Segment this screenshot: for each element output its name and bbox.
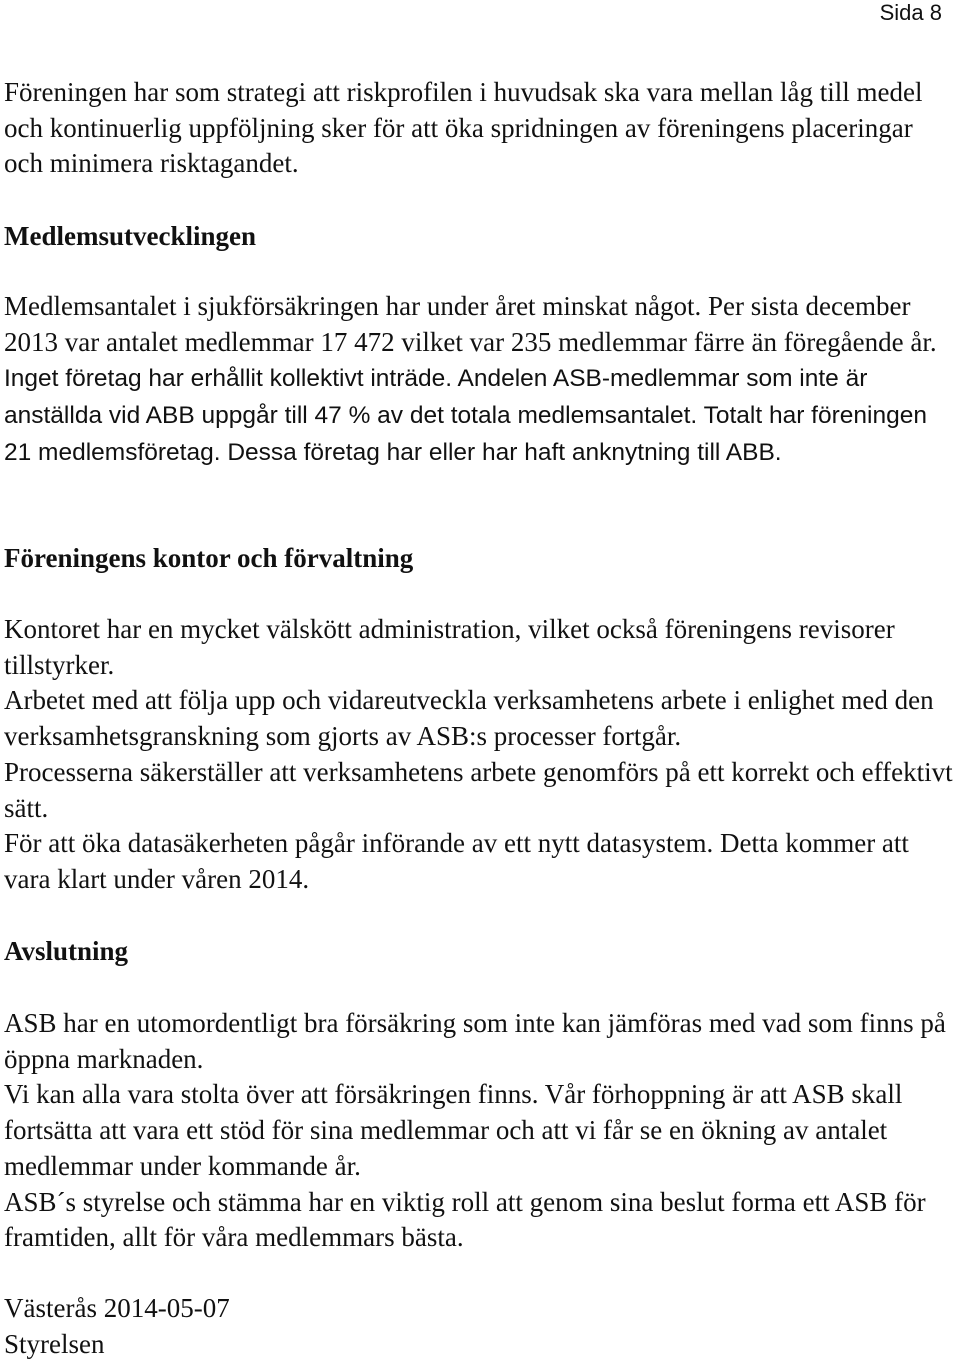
members-heading: Medlemsutvecklingen [4, 221, 256, 251]
signature-block [4, 1291, 956, 1362]
office-paragraph: Kontoret har en mycket välskött administration, vilket också föreningens revisorer tillstyrker. [4, 614, 895, 680]
office-heading: Föreningens kontor och förvaltning [4, 543, 414, 573]
closing-paragraphs [4, 1006, 956, 1256]
intro-text: Föreningen har som strategi att riskprofilen i huvudsak ska vara mellan låg till medel och kontinuerlig uppföljning sker för att öka spridningen av föreningens placeringar och minimera risktagandet. [4, 77, 923, 179]
signature-signer: Styrelsen [4, 1328, 105, 1359]
office-paragraph: Arbetet med att följa upp och vidareutveckla verksamhetens arbete i enlighet med den verksamhetsgranskning som gjorts av ASB:s processer fortgår. [4, 685, 934, 752]
office-paragraph: För att öka datasäkerheten pågår införande av ett nytt datasystem. Detta kommer att vara klart under våren 2014. [4, 828, 909, 894]
office-paragraph: Processerna säkerställer att verksamhetens arbete genomförs på ett korrekt och effektivt sätt. [4, 756, 953, 823]
members-paragraph [4, 289, 956, 471]
members-text-serif: Medlemsantalet i sjukförsäkringen har under året minskat något. Per sista december 2013 var antalet medlemmar 17 472 vilket var 235 medlemmar färre än föregående år. [4, 291, 937, 357]
closing-paragraph: Vi kan alla vara stolta över att försäkringen finns. Vår förhoppning är att ASB skall fortsätta att vara ett stöd för sina medlemmar och att vi får se en ökning av antalet medlemmar under kommande år. [4, 1079, 903, 1181]
closing-paragraph: ASB´s styrelse och stämma har en viktig roll att genom sina beslut forma ett ASB för framtiden, allt för våra medlemmars bästa. [4, 1186, 926, 1253]
members-text-sans: Inget företag har erhållit kollektivt inträde. Andelen ASB-medlemmar som inte är anställda vid ABB uppgår till 47 % av det totala medlemsantalet. Totalt har föreningen 21 medlemsföretag. Dessa företag har eller har haft anknytning till ABB. [4, 365, 927, 466]
signature-place-date: Västerås 2014-05-07 [4, 1293, 230, 1323]
closing-paragraph: ASB har en utomordentligt bra försäkring som inte kan jämföras med vad som finns på öppna marknaden. [4, 1008, 946, 1074]
closing-heading: Avslutning [4, 936, 129, 966]
intro-paragraph [4, 75, 956, 182]
page-number: Sida 8 [879, 0, 942, 25]
office-paragraphs [4, 612, 956, 898]
